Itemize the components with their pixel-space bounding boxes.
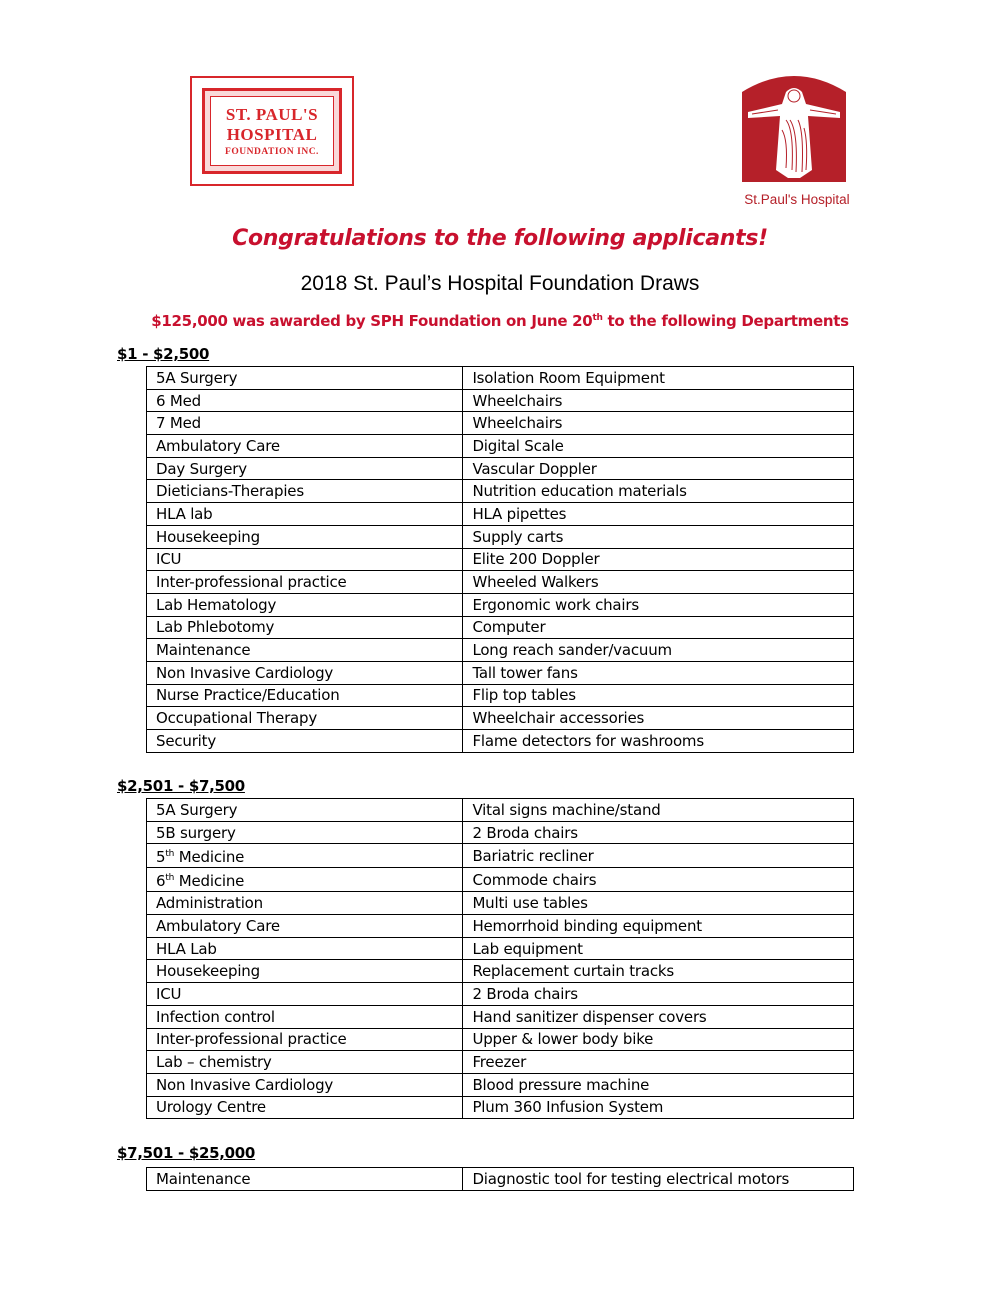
table-row [147,844,854,868]
department-cell [147,1005,463,1028]
department-cell [147,799,463,822]
department-cell [147,389,463,412]
table-row [147,960,854,983]
table-row [147,480,854,503]
department-cell [147,571,463,594]
item-cell: Hand sanitizer dispenser covers [463,1005,854,1028]
department-name-rest: Medicine [174,848,245,867]
item-cell: Plum 360 Infusion System [463,1096,854,1119]
table-row [147,915,854,938]
award-subtitle-sup: th [592,313,603,323]
item-cell: Long reach sander/vacuum [463,639,854,662]
foundation-logo-frame [202,88,342,174]
department-cell [147,435,463,458]
department-cell [147,480,463,503]
table-row [147,1028,854,1051]
page-title: 2018 St. Paul’s Hospital Foundation Draws [300,272,700,295]
item-cell: Wheeled Walkers [463,571,854,594]
allocation-table-2 [146,798,854,1119]
department-cell [147,503,463,526]
department-cell [147,937,463,960]
department-name: Non Invasive Cardiology [156,663,334,682]
department-cell [147,661,463,684]
department-cell [147,983,463,1006]
congratulations-heading: Congratulations to the following applicants! [232,226,768,251]
department-name: 5B surgery [156,823,236,842]
item-cell: 2 Broda chairs [463,821,854,844]
department-name: Inter-professional practice [156,573,347,592]
item-cell: Upper & lower body bike [463,1028,854,1051]
table-row [147,1051,854,1074]
department-name: Nurse Practice/Education [156,686,340,705]
table-row [147,684,854,707]
foundation-logo-line1: ST. PAUL'S [225,105,319,124]
department-cell [147,412,463,435]
table-row [147,707,854,730]
department-cell [147,892,463,915]
item-cell: Wheelchairs [463,412,854,435]
department-cell [147,868,463,892]
department-ordinal: th [165,873,175,884]
department-cell [147,730,463,753]
department-name: Lab Hematology [156,595,277,614]
table-row [147,892,854,915]
item-cell: Ergonomic work chairs [463,593,854,616]
department-name: Lab Phlebotomy [156,618,275,637]
department-cell [147,525,463,548]
item-cell: Commode chairs [463,868,854,892]
item-cell: Elite 200 Doppler [463,548,854,571]
department-name: Non Invasive Cardiology [156,1075,334,1094]
table-row [147,1168,854,1191]
table-row [147,435,854,458]
department-name: 5A Surgery [156,368,238,387]
table-row [147,730,854,753]
item-cell: Nutrition education materials [463,480,854,503]
item-cell: Vital signs machine/stand [463,799,854,822]
table-row [147,412,854,435]
department-cell [147,639,463,662]
item-cell: HLA pipettes [463,503,854,526]
table-row [147,1096,854,1119]
department-cell [147,821,463,844]
department-name: Dieticians-Therapies [156,482,304,501]
item-cell: Flip top tables [463,684,854,707]
department-name: Ambulatory Care [156,916,280,935]
item-cell: Supply carts [463,525,854,548]
department-cell [147,367,463,390]
award-subtitle-text: $125,000 was awarded by SPH Foundation on June 20 [151,312,593,330]
department-name: Maintenance [156,1169,251,1188]
department-name: 5 [156,848,166,867]
item-cell: Wheelchairs [463,389,854,412]
department-cell [147,1168,463,1191]
table-row [147,367,854,390]
department-cell [147,548,463,571]
table-row [147,571,854,594]
allocation-table-1 [146,366,854,753]
item-cell: Tall tower fans [463,661,854,684]
item-cell: Replacement curtain tracks [463,960,854,983]
item-cell: Computer [463,616,854,639]
table-row [147,799,854,822]
department-cell [147,960,463,983]
department-name: ICU [156,550,182,569]
department-name: HLA Lab [156,939,217,958]
department-name: 6 Med [156,391,202,410]
item-cell: Digital Scale [463,435,854,458]
item-cell: Lab equipment [463,937,854,960]
range-heading-3: $7,501 - $25,000 [117,1144,256,1162]
table-row [147,868,854,892]
department-name: Urology Centre [156,1098,266,1117]
department-cell [147,1028,463,1051]
department-name: ICU [156,984,182,1003]
range-heading-2: $2,501 - $7,500 [117,777,245,795]
department-cell [147,707,463,730]
award-subtitle-rest: to the following Departments [602,312,849,330]
department-name: 6 [156,872,166,891]
item-cell: Blood pressure machine [463,1073,854,1096]
item-cell: Freezer [463,1051,854,1074]
item-cell: Vascular Doppler [463,457,854,480]
item-cell: Diagnostic tool for testing electrical motors [463,1168,854,1191]
table-row [147,1005,854,1028]
table-row [147,503,854,526]
item-cell: Wheelchair accessories [463,707,854,730]
department-name: 7 Med [156,414,202,433]
allocation-table-3 [146,1167,854,1191]
department-name: Inter-professional practice [156,1030,347,1049]
foundation-logo-line2: HOSPITAL [226,125,318,144]
range-heading-1: $1 - $2,500 [117,345,210,363]
department-name: Housekeeping [156,527,260,546]
table-row [147,389,854,412]
department-cell [147,616,463,639]
foundation-logo [190,76,354,186]
item-cell: Bariatric recliner [463,844,854,868]
department-name: Ambulatory Care [156,436,280,455]
hospital-logo-caption: St.Paul's Hospital [744,192,850,207]
department-name: Maintenance [156,641,251,660]
award-subtitle [0,312,1000,330]
department-cell [147,915,463,938]
table-row [147,593,854,616]
table-row [147,821,854,844]
department-cell [147,1096,463,1119]
department-cell [147,457,463,480]
foundation-logo-text [210,96,334,166]
table-row [147,616,854,639]
table-row [147,661,854,684]
department-cell [147,684,463,707]
department-cell [147,1073,463,1096]
table-row [147,1073,854,1096]
item-cell: 2 Broda chairs [463,983,854,1006]
department-ordinal: th [165,849,175,860]
department-name: 5A Surgery [156,800,238,819]
item-cell: Isolation Room Equipment [463,367,854,390]
foundation-logo-line3: FOUNDATION INC. [225,147,319,157]
department-name: Infection control [156,1007,275,1026]
department-name-rest: Medicine [174,872,245,891]
table-row [147,525,854,548]
department-name: Housekeeping [156,962,260,981]
item-cell: Hemorrhoid binding equipment [463,915,854,938]
table-row [147,937,854,960]
christ-statue-icon [742,70,846,182]
department-name: Day Surgery [156,459,247,478]
department-name: Administration [156,894,263,913]
department-cell [147,593,463,616]
table-row [147,457,854,480]
department-name: Occupational Therapy [156,709,318,728]
department-cell [147,1051,463,1074]
item-cell: Flame detectors for washrooms [463,730,854,753]
department-name: Security [156,731,216,750]
department-cell [147,844,463,868]
table-row [147,548,854,571]
department-name: Lab – chemistry [156,1053,272,1072]
table-row [147,639,854,662]
item-cell: Multi use tables [463,892,854,915]
department-name: HLA lab [156,504,213,523]
table-row [147,983,854,1006]
